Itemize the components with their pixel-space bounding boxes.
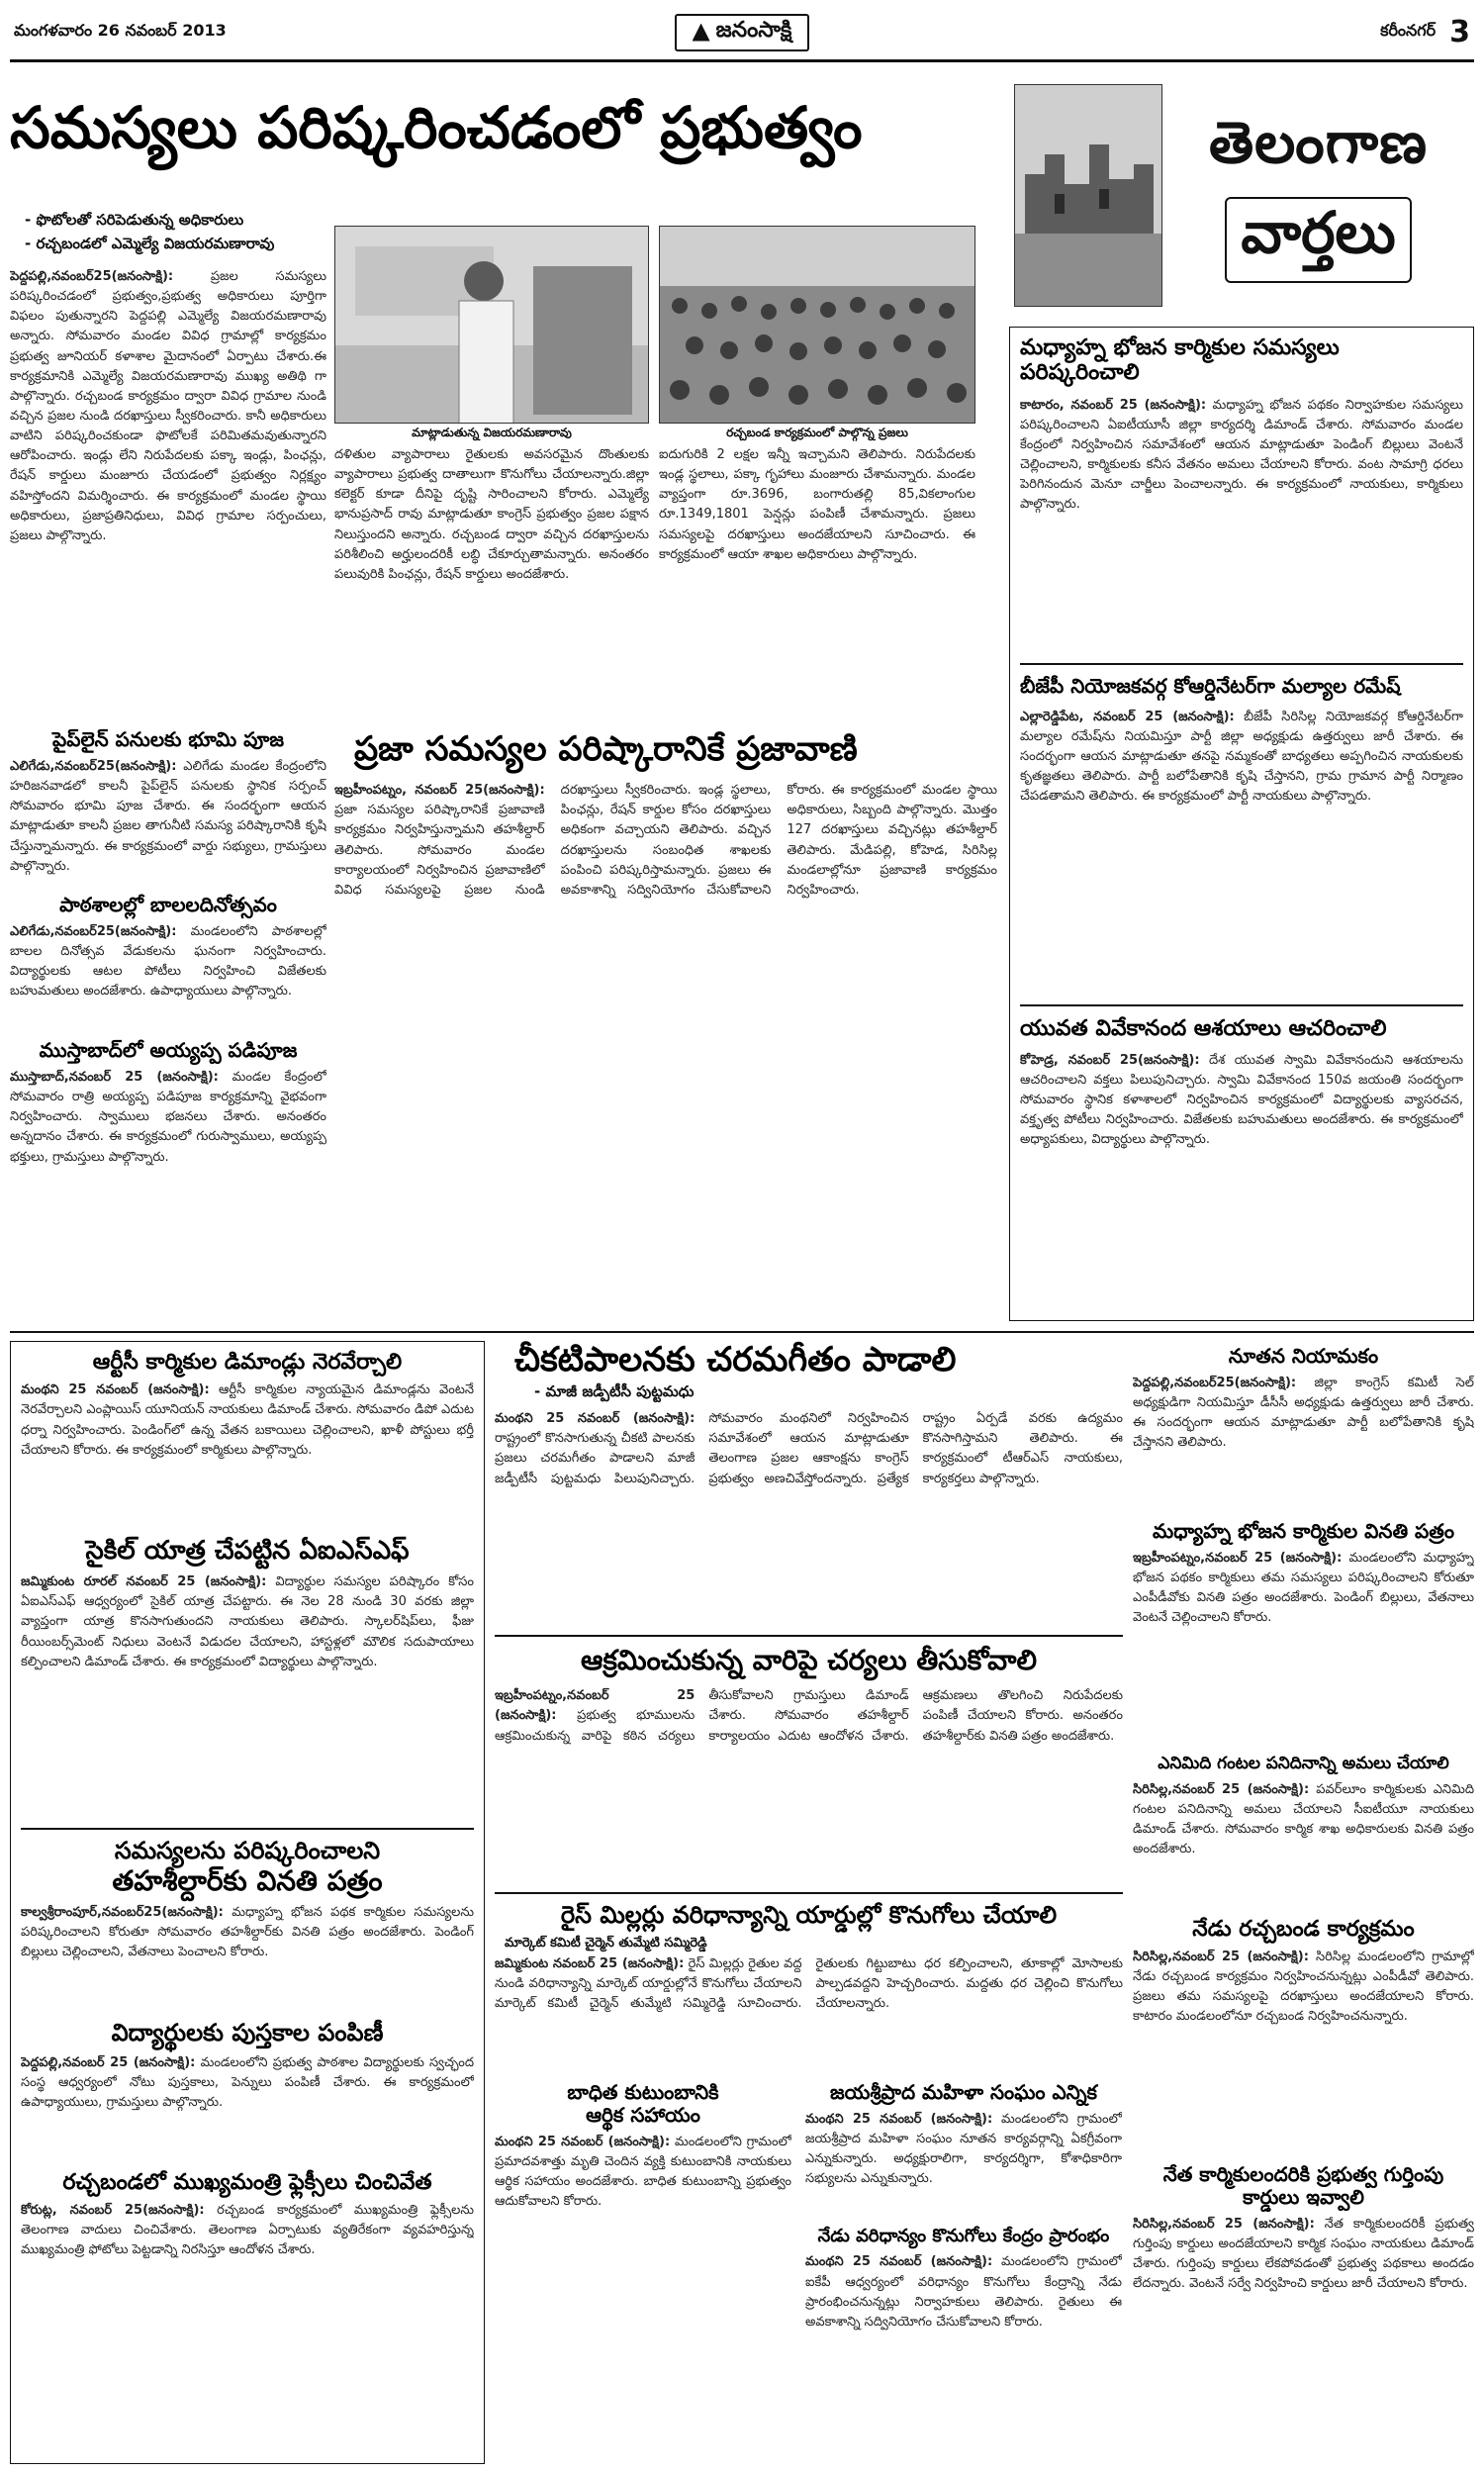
title-line-1: తెలంగాణ: [1209, 108, 1428, 176]
midleft-1-body: [10, 757, 326, 886]
chikati-headline: చీకటిపాలనకు చరమగీతం పాడాలి: [514, 1341, 957, 1380]
akramam-text: ప్రభుత్వ భూములను ఆక్రమించుకున్న వారిపై కఠిన చర్యలు తీసుకోవాలని గ్రామస్తులు డిమాండ్ చేశారు. సోమవారం తహశీల్దార్ కార్యాలయం ఎదుట ఆందోళన చేశారు. ఆక్రమణలు తొలగించి నిరుపేదలకు పంపిణీ చేయాలని కోరారు. అనంతరం తహశీల్దార్‌కు వినతి పత్రం అందజేశారు.: [495, 1688, 1123, 1744]
badhita-dateline: మంథని 25 నవంబర్ (జనంసాక్షి):: [495, 2134, 671, 2149]
lead-sub-1: - ఫొటోలతో సరిపెడుతున్న అధికారులు: [25, 211, 244, 229]
botleft-4-headline: విద్యార్థులకు పుస్తకాల పంపిణీ: [111, 2018, 384, 2046]
midleft-3-body: [10, 1068, 326, 1246]
botright-3-dateline: సిరిసిల్ల,నవంబర్ 25 (జనంసాక్షి):: [1133, 1781, 1310, 1797]
rice-body: [495, 1954, 1123, 2073]
chikati-sub: - మాజీ జడ్పీటీసీ పుట్టమధు: [534, 1382, 695, 1401]
botleft-2-text: విద్యార్థుల సమస్యల పరిష్కారం కోసం ఏఐఎస్ఎఫ్ ఆధ్వర్యంలో సైకిల్ యాత్ర చేపట్టారు. ఈ నెల 28 నుండి 30 వరకు జిల్లా వ్యాప్తంగా యాత్ర కొనసాగుతుందని నాయకులు తెలిపారు. స్కాలర్‌షిప్‌లు, ఫీజు రీయింబర్స్‌మెంట్ నిధులు వెంటనే విడుదల చేయాలని, హాస్టళ్లలో మౌలిక సదుపాయాలు కల్పించాలని డిమాండ్ చేశారు. ఈ కార్యక్రమంలో విద్యార్థులు పాల్గొన్నారు.: [21, 1574, 474, 1669]
lead-text: ప్రజల సమస్యలు పరిష్కరించడంలో ప్రభుత్వం,ప్రభుత్వ అధికారులు పూర్తిగా విఫలం పుతున్నారని పెద్దపల్లి ఎమ్మెల్యే విజయరమణారావు అన్నారు. సోమవారం మండల వివిధ గ్రామాల్లో కార్యక్రమం ప్రభుత్వ జూనియర్ కళాశాల మైదానంలో ఏర్పాటు చేశారు.ఈ కార్యక్రమానికి ఎమ్మెల్యే విజయరమణారావు ముఖ్య అతిథి గా పాల్గొన్నారు. రచ్చబండ కార్యక్రమం ద్వారా వివిధ గ్రామాల నుండి వచ్చిన ప్రజల నుండి దరఖాస్తులు స్వీకరించారు. కానీ అధికారులు వాటిని పరిష్కరించకుండా ఫొటోలకే పరిమితమవుతున్నారని ఆరోపించారు. ఇండ్లు లేని నిరుపేదలకు పక్కా ఇండ్లు, పింఛన్లు, రేషన్ కార్డులు మంజూరు చేయడంలో ప్రభుత్వం నిర్లక్ష్యం వహిస్తోందని విమర్శించారు. ఈ కార్యక్రమంలో మండల స్థాయి అధికారులు, ప్రజాప్రతినిధులు, వివిధ గ్రామాల సర్పంచులు, ప్రజలు పాల్గొన్నారు.: [10, 269, 326, 543]
jayashri-body: [805, 2110, 1122, 2219]
botleft-5-body: [21, 2201, 474, 2339]
right-top-body: [1020, 396, 1463, 653]
botright-3-headline: ఎనిమిది గంటల పనిదినాన్ని అమలు చేయాలి: [1158, 1754, 1449, 1773]
botleft-4-dateline: పెద్దపల్లి,నవంబర్ 25 (జనంసాక్షి):: [21, 2054, 196, 2070]
badhita-story: [495, 2081, 791, 2372]
akramam-dateline: ఇబ్రహీంపట్నం,నవంబర్ 25 (జనంసాక్షి):: [495, 1688, 696, 1724]
right-top-dateline: కాటారం, నవంబర్ 25 (జనంసాక్షి):: [1020, 397, 1207, 413]
botleft-1-body: [21, 1380, 474, 1529]
badhita-headline: బాధిత కుటుంబానికి: [567, 2079, 719, 2104]
prajavani-story: [334, 722, 997, 1321]
right-mid-text: బీజేపీ సిరిసిల్ల నియోజకవర్గ కోఆర్డినేటర్‌గా మల్యాల రమేష్‌ను నియమిస్తూ పార్టీ జిల్లా అధ్యక్షుడు ఉత్తర్వులు జారీ చేశారు. ఈ సందర్భంగా ఆయన మాట్లాడుతూ తనపై నమ్మకంతో బాధ్యతలు అప్పగించిన నాయకులకు కృతజ్ఞతలు తెలిపారు. పార్టీ బలోపేతానికి కృషి చేస్తానని, గ్రామ గ్రామాన పార్టీ నిర్మాణం చేపడతామని తెలిపారు. ఈ కార్యక్రమంలో పార్టీ నాయకులు పాల్గొన్నారు.: [1020, 709, 1463, 805]
botleft-3-text: మధ్యాహ్న భోజన పథక కార్మికుల సమస్యలను పరిష్కరించాలని కోరుతూ సోమవారం తహశీల్దార్‌కు వినతి పత్రం అందజేశారు. పెండింగ్ బిల్లులు చెల్లించాలని, వేతనాలు పెంచాలని కోరారు.: [21, 1904, 474, 1960]
botright-4-dateline: సిరిసిల్ల,నవంబర్ 25 (జనంసాక్షి):: [1133, 1949, 1309, 1964]
botright-4-headline: నేడు రచ్చబండ కార్యక్రమం: [1192, 1916, 1415, 1942]
badhita-text: మండలంలోని గ్రామంలో ప్రమాదవశాత్తు మృతి చెందిన వ్యక్తి కుటుంబానికి నాయకులు ఆర్థిక సహాయం అందజేశారు. బాధిత కుటుంబాన్ని ప్రభుత్వం ఆదుకోవాలని కోరారు.: [495, 2134, 791, 2210]
botright-4-body: [1133, 1948, 1474, 2155]
masthead: [10, 5, 1474, 62]
lead-headline-block: [10, 69, 1014, 208]
botleft-1-headline: ఆర్టీసీ కార్మికుల డిమాండ్లు నెరవేర్చాలి: [92, 1350, 403, 1375]
botleft-2-body: [21, 1572, 474, 1820]
paddy-body: [805, 2252, 1122, 2371]
botleft-4-body: [21, 2053, 474, 2162]
prajavani-text: ప్రజా సమస్యల పరిష్కారానికే ప్రజావాణి కార్యక్రమం నిర్వహిస్తున్నామని తహశీల్దార్ తెలిపారు. సోమవారం మండల కార్యాలయంలో నిర్వహించిన ప్రజావాణిలో వివిధ సమస్యలపై ప్రజల నుండి దరఖాస్తులు స్వీకరించారు. ఇండ్ల స్థలాలు, పింఛన్లు, రేషన్ కార్డుల కోసం దరఖాస్తులు అధికంగా వచ్చాయని తెలిపారు. వచ్చిన దరఖాస్తులను సంబంధిత శాఖలకు పంపించి పరిష్కరిస్తామన్నారు. ప్రజలు ఈ అవకాశాన్ని సద్వినియోగం చేసుకోవాలని కోరారు. ఈ కార్యక్రమంలో మండల స్థాయి అధికారులు, సిబ్బంది పాల్గొన్నారు. మొత్తం 127 దరఖాస్తులు వచ్చినట్లు తహశీల్దార్ తెలిపారు. మేడిపల్లి, కోహెడ, సిరిసిల్ల మండలాల్లోనూ ప్రజావాణి కార్యక్రమం నిర్వహించారు.: [334, 783, 997, 898]
photo2-caption: రచ్చబండ కార్యక్రమంలో పాల్గొన్న ప్రజలు: [726, 426, 908, 439]
divider: [1020, 1004, 1463, 1006]
edition-name: కరీంనగర్: [1380, 21, 1437, 40]
jayashri-text: మండలంలోని గ్రామంలో జయశ్రీప్రాద మహిళా సంఘం నూతన కార్యవర్గాన్ని ఏకగ్రీవంగా ఎన్నుకున్నారు. అధ్యక్షురాలిగా, కార్యదర్శిగా, కోశాధికారిగా సభ్యులను ఎన్నుకున్నారు.: [805, 2111, 1122, 2187]
akramam-headline: ఆక్రమించుకున్న వారిపై చర్యలు తీసుకోవాలి: [580, 1644, 1037, 1677]
midleft-2-text: మండలంలోని పాఠశాలల్లో బాలల దినోత్సవ వేడుకలను ఘనంగా నిర్వహించారు. విద్యార్థులకు ఆటల పోటీలు నిర్వహించి విజేతలకు బహుమతులు అందజేశారు. ఉపాధ్యాయులు పాల్గొన్నారు.: [10, 924, 326, 999]
botleft-5-headline: రచ్చబండలో ముఖ్యమంత్రి ఫ్లెక్సీలు చించివేత: [62, 2169, 432, 2195]
paddy-dateline: మంథని 25 నవంబర్ (జనంసాక్షి):: [805, 2254, 993, 2270]
rice-text: రైస్ మిల్లర్లు రైతుల వద్ద నుండి వరిధాన్యాన్ని మార్కెట్ యార్డుల్లోనే కొనుగోలు చేయాలని మార్కెట్ కమిటీ చైర్మెన్ తుమ్మేటి సమ్మిరెడ్డి సూచించారు. రైతులకు గిట్టుబాటు ధర కల్పించాలని, తూకాల్లో మోసాలకు పాల్పడవద్దని హెచ్చరించారు. మద్దతు ధర చెల్లించి కొనుగోలు చేయాలన్నారు.: [495, 1955, 1123, 2011]
lead-dateline: పెద్దపల్లి,నవంబర్25(జనంసాక్షి):: [10, 269, 174, 284]
botleft-2-headline: సైకిల్ యాత్ర చేపట్టిన ఏఐఎస్ఎఫ్: [85, 1536, 410, 1567]
jayashri-headline: జయశ్రీప్రాద మహిళా సంఘం ఎన్నిక: [830, 2079, 1097, 2104]
logo-icon: [693, 24, 710, 42]
botright-5-body: [1133, 2215, 1474, 2413]
botleft-5-dateline: కోరుట్ల, నవంబర్ 25(జనంసాక్షి):: [21, 2202, 205, 2218]
rice-sub: మార్కెట్ కమిటీ చైర్మెన్ తుమ్మేటి సమ్మిరెడ్డి: [505, 1935, 707, 1951]
rice-dateline: జమ్మికుంట నవంబర్ 25 (జనంసాక్షి):: [495, 1955, 685, 1971]
jayashri-dateline: మంథని 25 నవంబర్ (జనంసాక్షి):: [805, 2111, 993, 2127]
chikati-text: రాష్ట్రంలో కొనసాగుతున్న చీకటి పాలనకు ప్రజలు చరమగీతం పాడాలని మాజీ జడ్పీటీసీ పుట్టమధు పిలుపునిచ్చారు. సోమవారం మంథనిలో నిర్వహించిన సమావేశంలో ఆయన మాట్లాడుతూ తెలంగాణ ప్రజల ఆకాంక్షను కాంగ్రెస్ ప్రభుత్వం అణచివేస్తోందన్నారు. ప్రత్యేక రాష్ట్రం ఏర్పడే వరకు ఉద్యమం కొనసాగిస్తామని తెలిపారు. ఈ కార్యక్రమంలో టీఆర్ఎస్ నాయకులు, కార్యకర్తలు పాల్గొన్నారు.: [495, 1411, 1123, 1486]
right-column: [1009, 327, 1474, 1321]
botright-2-body: [1133, 1549, 1474, 1747]
rice-headline: రైస్ మిల్లర్లు వరిధాన్యాన్ని యార్డుల్లో కొనుగోలు చేయాలి: [560, 1901, 1058, 1930]
botright-5-headline: నేత కార్మికులందరికి ప్రభుత్వ గుర్తింపు కార్డులు ఇవ్వాలి: [1162, 2161, 1444, 2209]
botright-2-text: మండలంలోని మధ్యాహ్న భోజన పథకం కార్మికులు తమ సమస్యలు పరిష్కరించాలని కోరుతూ ఎంపీడీవోకు వినతి పత్రం అందజేశారు. పెండింగ్ బిల్లులు, వేతనాలు వెంటనే చెల్లించాలని కోరారు.: [1133, 1551, 1474, 1626]
right-mid-headline: బీజేపీ నియోజకవర్గ కోఆర్డినేటర్‌గా మల్యాల రమేష్: [1020, 673, 1401, 698]
midleft-3-text: మండల కేంద్రంలో సోమవారం రాత్రి అయ్యప్ప పడిపూజ కార్యక్రమాన్ని వైభవంగా నిర్వహించారు. స్వాములు భజనలు చేశారు. అనంతరం అన్నదానం చేశారు. ఈ కార్యక్రమంలో గురుస్వాములు, అయ్యప్ప భక్తులు, గ్రామస్తులు పాల్గొన్నారు.: [10, 1070, 326, 1165]
botleft-3-body: [21, 1903, 474, 2012]
right-top-headline: మధ్యాహ్న భోజన కార్మికుల సమస్యలు పరిష్కరించాలి: [1020, 335, 1340, 386]
divider: [21, 1828, 474, 1830]
lead-headline: సమస్యలు పరిష్కరించడంలో ప్రభుత్వం: [10, 94, 863, 161]
mid-left-column: [10, 722, 326, 1326]
right-bot-headline: యువత వివేకానంద ఆశయాలు ఆచరించాలి: [1020, 1015, 1387, 1041]
badhita-headline-2: ఆర్థిక సహాయం: [586, 2102, 700, 2127]
botright-5-dateline: సిరిసిల్ల,నవంబర్ 25 (జనంసాక్షి):: [1133, 2216, 1315, 2232]
botright-5-text: నేత కార్మికులందరికీ ప్రభుత్వ గుర్తింపు కార్డులు అందజేయాలని కార్మిక సంఘం నాయకులు డిమాండ్ చేశారు. గుర్తింపు కార్డులు లేకపోవడంతో ప్రభుత్వ పథకాలు అందడం లేదన్నారు. వెంటనే సర్వే నిర్వహించి కార్డులు జారీ చేయాలని కోరారు.: [1133, 2216, 1474, 2292]
botright-2-headline: మధ్యాహ్న భోజన కార్మికుల వినతి పత్రం: [1153, 1519, 1454, 1543]
botright-1-body: [1133, 1374, 1474, 1512]
prajavani-dateline: ఇబ్రహీంపట్నం, నవంబర్ 25(జనంసాక్షి):: [334, 783, 545, 799]
lead-sub-2: - రచ్చబండలో ఎమ్మెల్యే విజయరమణారావు: [25, 235, 275, 252]
paddy-headline: నేడు వరిధాన్యం కొనుగోలు కేంద్రం ప్రారంభం: [817, 2225, 1110, 2246]
botleft-1-dateline: మంథని 25 నవంబర్ (జనంసాక్షి):: [21, 1382, 210, 1398]
lead-continued: దళితుల వ్యాపారాలు రైతులకు అవసరమైన దొంతులకు వ్యాపారాలు ప్రభుత్వ దాతాలుగా కొనుగోలు చేయాలన్నారు.జిల్లా కలెక్టర్ కూడా దీనిపై దృష్టి సారించాలని కోరారు. ఎమ్మెల్యే భానుప్రసాద్ రావు మాట్లాడుతూ కాంగ్రెస్ ప్రభుత్వం ప్రజల పక్షాన నిలుస్తుందని అన్నారు. రచ్చబండ ద్వారా వచ్చిన దరఖాస్తులను పరిశీలించి అర్హులందరికీ లబ్ధి చేకూర్చుతామన్నారు. అనంతరం పలువురికి పింఛన్లు, రేషన్ కార్డులు అందజేశారు.: [334, 447, 649, 582]
telangana-news-title: [1162, 84, 1474, 307]
right-top-text: మధ్యాహ్న భోజన పథకం నిర్వాహకుల సమస్యలు పరిష్కరించాలని ఏఐటీయూసీ జిల్లా కార్యదర్శి డిమాండ్ చేశారు. సోమవారం మండల కేంద్రంలో నిర్వహించిన సమావేశంలో ఆయన మాట్లాడుతూ పెండింగ్ బిల్లులు వెంటనే చెల్లించాలని, కార్మికులకు కనీస వేతనం అమలు చేయాలని కోరారు. వంట సామాగ్రి ధరలు పెరిగినందున మెనూ చార్జీలు పెంచాలన్నారు. ఈ కార్యక్రమంలో నాయకులు, కార్మికులు పాల్గొన్నారు.: [1020, 397, 1463, 513]
midleft-1-text: ఎలిగేడు మండల కేంద్రంలోని హరిజనవాడలో కాలనీ పైప్‌లైన్ పనులకు స్థానిక సర్పంచ్ సోమవారం భూమి పూజ చేశారు. ఈ సందర్భంగా ఆయన మాట్లాడుతూ కాలనీ ప్రజల తాగునీటి సమస్య పరిష్కారానికి కృషి చేస్తున్నామన్నారు. ఈ కార్యక్రమంలో వార్డు సభ్యులు, గ్రామస్తులు పాల్గొన్నారు.: [10, 759, 326, 874]
bottom-right-column: [1133, 1341, 1474, 2464]
midleft-2-body: [10, 922, 326, 1031]
section-divider: [10, 1331, 1474, 1333]
botright-3-text: పవర్‌లూం కార్మికులకు ఎనిమిది గంటల పనిదినాన్ని అమలు చేయాలని సీఐటీయూ నాయకులు డిమాండ్ చేశారు. సోమవారం కార్మిక శాఖ అధికారులకు వినతి పత్రం అందజేశారు.: [1133, 1781, 1474, 1856]
botright-4-text: సిరిసిల్ల మండలంలోని గ్రామాల్లో నేడు రచ్చబండ కార్యక్రమం నిర్వహించనున్నట్లు ఎంపీడీవో తెలిపారు. ప్రజలు తమ సమస్యలపై దరఖాస్తులు అందజేయాలని కోరారు. కాటారం మండలంలోనూ రచ్చబండ నిర్వహించనున్నారు.: [1133, 1949, 1474, 2025]
telangana-fort-photo: [1014, 84, 1162, 307]
botright-1-text: జిల్లా కాంగ్రెస్ కమిటీ సెల్ అధ్యక్షుడిగా నియమిస్తూ డీసీసీ అధ్యక్షుడు ఉత్తర్వులు జారీ చేశారు. ఈ సందర్భంగా ఆయన మాట్లాడుతూ పార్టీ బలోపేతానికి కృషి చేస్తానని తెలిపారు.: [1133, 1376, 1474, 1451]
botright-1-headline: నూతన నియామకం: [1228, 1344, 1379, 1368]
newspaper-logo: [675, 14, 810, 51]
divider: [1020, 663, 1463, 665]
chikati-body: [495, 1409, 1123, 1627]
botleft-1-text: ఆర్టీసీ కార్మికుల న్యాయమైన డిమాండ్లను వెంటనే నెరవేర్చాలని ఎంప్లాయిస్ యూనియన్ నాయకులు డిమాండ్ చేశారు. సోమవారం డిపో ఎదుట ధర్నా నిర్వహించారు. పెండింగ్‌లో ఉన్న వేతన బకాయిలు చెల్లించాలని, ఖాళీ పోస్టులు భర్తీ చేయాలని కోరారు. ఈ కార్యక్రమంలో కార్మికులు పాల్గొన్నారు.: [21, 1382, 474, 1458]
botright-2-dateline: ఇబ్రహీంపట్నం,నవంబర్ 25 (జనంసాక్షి):: [1133, 1551, 1343, 1566]
botleft-4-text: మండలంలోని ప్రభుత్వ పాఠశాల విద్యార్థులకు స్వచ్ఛంద సంస్థ ఆధ్వర్యంలో నోటు పుస్తకాలు, పెన్నులు పంపిణీ చేశారు. ఈ కార్యక్రమంలో ఉపాధ్యాయులు, గ్రామస్తులు పాల్గొన్నారు.: [21, 2054, 474, 2110]
botright-3-body: [1133, 1780, 1474, 1909]
botleft-2-dateline: జమ్మికుంట రూరల్ నవంబర్ 25 (జనంసాక్షి):: [21, 1574, 267, 1590]
issue-date: మంగళవారం 26 నవంబర్ 2013: [14, 21, 227, 40]
botright-1-dateline: పెద్దపల్లి,నవంబర్25(జనంసాక్షి):: [1133, 1376, 1297, 1390]
midleft-2-dateline: ఎలిగేడు,నవంబర్25(జనంసాక్షి):: [10, 924, 177, 939]
prajavani-headline: ప్రజా సమస్యల పరిష్కారానికే ప్రజావాణి: [354, 729, 858, 769]
midleft-1-headline: పైప్‌లైన్ పనులకు భూమి పూజ: [52, 727, 284, 751]
badhita-body: [495, 2133, 791, 2360]
midleft-1-dateline: ఎలిగేడు,నవంబర్25(జనంసాక్షి):: [10, 759, 177, 774]
lead-photo-speaker: [334, 226, 649, 424]
lead-continued-2: ఐదుగురికి 2 లక్షల ఇన్నీ ఇచ్చామని తెలిపారు. నిరుపేదలకు ఇండ్ల స్థలాలు, పక్కా గృహాలు మంజూరు చేశామన్నారు. మండల వ్యాప్తంగా రూ.3696, బంగారుతల్లి 85,వికలాంగుల రూ.1349,1801 పెన్షన్లు పంపిణీ చేశామన్నారు. ప్రజలు సమస్యలపై దరఖాస్తులు అందజేయాలని సూచించారు. ఈ కార్యక్రమంలో ఆయా శాఖల అధికారులు పాల్గొన్నారు.: [659, 447, 975, 562]
divider: [495, 1892, 1123, 1894]
paddy-text: మండలంలోని గ్రామంలో ఐకేపీ ఆధ్వర్యంలో వరిధాన్యం కొనుగోలు కేంద్రాన్ని నేడు ప్రారంభించనున్నట్లు నిర్వాహకులు తెలిపారు. రైతులు ఈ అవకాశాన్ని సద్వినియోగం చేసుకోవాలని కోరారు.: [805, 2254, 1122, 2330]
midleft-2-headline: పాఠశాలల్లో బాలలదినోత్సవం: [59, 893, 277, 916]
page-number: 3: [1449, 15, 1470, 49]
title-line-2: వార్తలు: [1225, 197, 1411, 283]
botleft-5-text: రచ్చబండ కార్యక్రమంలో ముఖ్యమంత్రి ఫ్లెక్సీలను తెలంగాణ వాదులు చించివేశారు. తెలంగాణ ఏర్పాటుకు వ్యతిరేకంగా వ్యవహరిస్తున్న ముఖ్యమంత్రి ఫోటోలు పెట్టడాన్ని నిరసిస్తూ ఆందోళన చేశారు.: [21, 2202, 474, 2258]
lead-subheads: [25, 208, 322, 263]
right-bot-body: [1020, 1051, 1463, 1288]
right-mid-dateline: ఎల్లారెడ్డిపేట, నవంబర్ 25 (జనంసాక్షి):: [1020, 709, 1235, 724]
akramam-body: [495, 1686, 1123, 1884]
botleft-3-headline: సమస్యలను పరిష్కరించాలని: [114, 1837, 381, 1865]
bottom-center-column: [495, 1341, 1123, 2464]
bottom-left-column: [10, 1341, 485, 2464]
divider: [495, 1635, 1123, 1637]
midleft-3-dateline: ముస్తాబాద్,నవంబర్ 25 (జనంసాక్షి):: [10, 1070, 219, 1085]
chikati-dateline: మంథని 25 నవంబర్ (జనంసాక్షి):: [495, 1411, 696, 1427]
lead-photo-crowd: [659, 226, 975, 424]
right-bot-dateline: కోహెడ్ర, నవంబర్ 25(జనంసాక్షి):: [1020, 1052, 1200, 1068]
photo1-caption: మాట్లాడుతున్న విజయరమణారావు: [412, 426, 572, 439]
prajavani-body: [334, 781, 997, 1305]
botleft-3-dateline: కాల్వశ్రీరాంపూర్,నవంబర్25(జనంసాక్షి):: [21, 1904, 224, 1920]
right-mid-body: [1020, 708, 1463, 995]
logo-text: జనంసాక్షి: [715, 17, 792, 43]
lead-body: [10, 267, 326, 717]
jayashri-story: [805, 2081, 1122, 2372]
midleft-3-headline: ముస్తాబాద్‌లో అయ్యప్ప పడిపూజ: [39, 1038, 298, 1062]
right-bot-text: దేశ యువత స్వామి వివేకానందుని ఆశయాలను ఆచరించాలని వక్తలు పిలుపునిచ్చారు. స్వామి వివేకానంద 150వ జయంతి సందర్భంగా సోమవారం స్థానిక కళాశాలలో నిర్వహించిన కార్యక్రమంలో విద్యార్థులకు వ్యాసరచన, వక్తృత్వ పోటీలు నిర్వహించారు. విజేతలకు బహుమతులు అందజేశారు. ఈ కార్యక్రమంలో అధ్యాపకులు, విద్యార్థులు పాల్గొన్నారు.: [1020, 1052, 1463, 1148]
botleft-3-headline-2: తహశీల్దార్‌కు వినతి పత్రం: [112, 1863, 383, 1897]
